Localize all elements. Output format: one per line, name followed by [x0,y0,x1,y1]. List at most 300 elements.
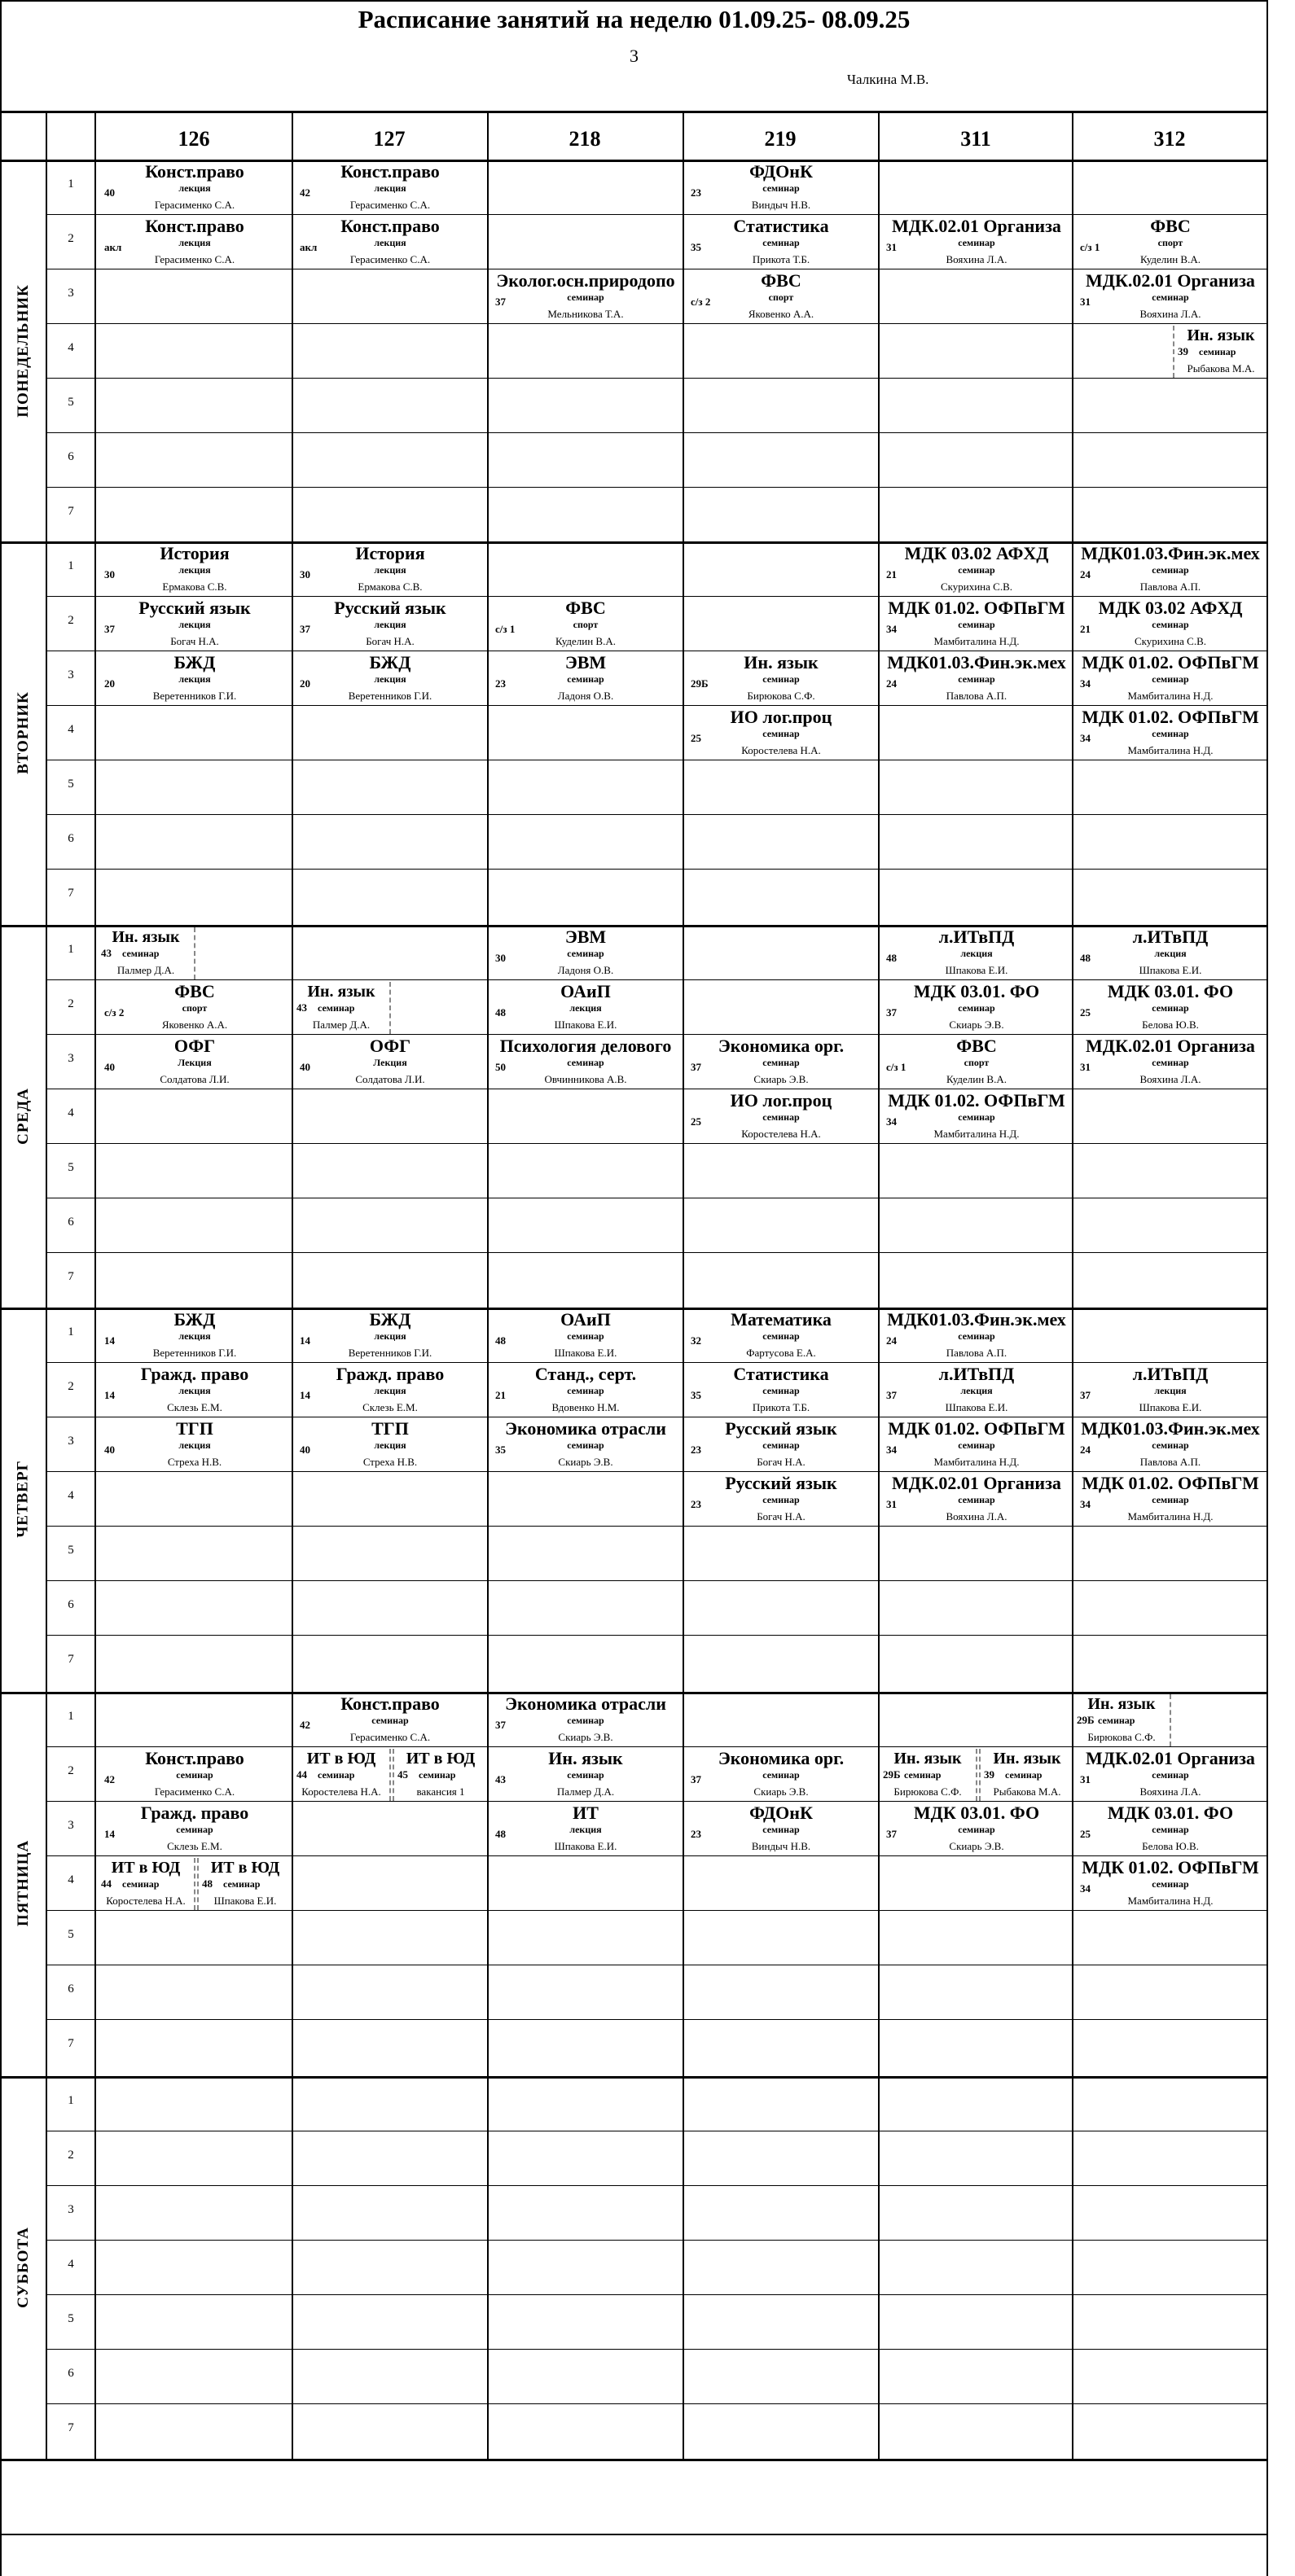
lesson-cell[interactable] [293,1310,487,1362]
lesson-subject: ТГП [176,1419,213,1439]
lesson-cell[interactable] [684,217,878,269]
period-number: 5 [68,778,74,791]
lesson-cell[interactable] [293,598,487,651]
lesson-subject: ИТ в ЮД [111,1859,181,1877]
lesson-teacher: Бирюкова С.Ф. [893,1785,962,1798]
period-number: 5 [68,1928,74,1941]
lesson-cell[interactable] [1073,1365,1267,1417]
lesson-teacher: Палмер Д.А. [312,1019,371,1031]
lesson-teacher: Склезь Е.М. [362,1401,418,1413]
period-number: 6 [68,1598,74,1611]
lesson-room: 34 [1080,677,1091,690]
lesson-teacher: Герасименко С.А. [154,199,235,211]
lesson-room: 34 [1080,1882,1091,1895]
period-number: 2 [68,232,74,245]
lesson-subject: МДК 03.02 АФХД [904,544,1049,563]
lesson-cell[interactable] [393,1749,487,1801]
lesson-cell[interactable] [98,1365,292,1417]
lesson-room: 48 [886,952,897,964]
lesson-cell[interactable] [1073,1749,1267,1801]
lesson-subject: Конст.право [340,1694,440,1714]
lesson-room: 29Б [691,677,709,690]
lesson-teacher: Скиарь Э.В. [558,1731,613,1743]
lesson-cell[interactable] [684,1419,878,1471]
lesson-room: 21 [886,568,897,580]
lesson-subject: Психология делового [499,1036,672,1056]
lesson-cell[interactable] [1073,927,1267,979]
lesson-subject: Станд., серт. [534,1365,637,1384]
period-number: 7 [68,2421,74,2434]
lesson-subject: БЖД [173,653,216,672]
lesson-room: 24 [886,677,897,690]
lesson-subject: Ин. язык [112,928,180,946]
lesson-subject: МДК 01.02. ОФПвГМ [888,598,1065,618]
lesson-room: 32 [691,1334,701,1347]
lesson-type: семинар [762,673,800,685]
lesson-cell[interactable] [684,271,878,323]
lesson-teacher: Ладоня О.В. [557,690,614,702]
lesson-teacher: Белова Ю.В. [1142,1840,1199,1852]
lesson-teacher: Мамбиталина Н.Д. [1127,690,1214,702]
lesson-teacher: Белова Ю.В. [1142,1019,1199,1031]
period-number: 4 [68,1106,74,1119]
lesson-cell[interactable] [1173,326,1267,378]
period-separator [46,814,1266,815]
lesson-cell[interactable] [489,1694,683,1746]
lesson-teacher: Куделин В.А. [555,635,616,647]
lesson-cell[interactable] [98,653,292,705]
room-header: 311 [960,127,991,151]
lesson-type: семинар [1152,1878,1189,1890]
lesson-type: семинар [567,673,604,685]
lesson-room: с/з 1 [1080,241,1100,253]
page-title: Расписание занятий на неделю 01.09.25- 08.09.25 [358,5,911,33]
lesson-cell[interactable] [1073,598,1267,651]
lesson-cell[interactable] [98,1858,195,1910]
lesson-subject: ИО лог.проц [730,1091,832,1111]
lesson-subject: МДК 01.02. ОФПвГМ [1082,653,1259,672]
lesson-room: 40 [104,1061,115,1073]
period-separator [46,1580,1266,1581]
lesson-type: семинар [762,728,800,739]
lesson-room: 48 [495,1828,506,1840]
lesson-type: семинар [1152,728,1189,739]
lesson-subject: Гражд. право [140,1803,249,1823]
lesson-subject: ФВС [956,1036,997,1056]
lesson-room: 48 [495,1334,506,1347]
lesson-type: семинар [958,1494,995,1505]
lesson-room: 23 [691,1498,701,1510]
period-separator [46,2240,1266,2241]
lesson-room: 14 [300,1389,310,1401]
lesson-cell[interactable] [489,1419,683,1471]
lesson-room: 37 [495,1719,506,1731]
lesson-subject: Ин. язык [1087,1695,1156,1713]
lesson-room: 48 [495,1006,506,1019]
lesson-cell[interactable] [1073,1036,1267,1089]
lesson-teacher: Виндыч Н.В. [751,199,811,211]
lesson-cell[interactable] [293,653,487,705]
lesson-type: семинар [371,1715,409,1726]
lesson-subject: л.ИТвПД [938,927,1015,947]
lesson-type: лекция [178,564,211,576]
period-separator [46,1252,1266,1253]
lesson-type: семинар [1152,1494,1189,1505]
lesson-teacher: Склезь Е.М. [167,1401,222,1413]
lesson-subject: МДК 03.01. ФО [1107,982,1234,1001]
lesson-subject: МДК.02.01 Организа [892,1474,1061,1493]
lesson-teacher: Мамбиталина Н.Д. [933,1456,1020,1468]
period-number: 4 [68,341,74,354]
lesson-cell[interactable] [1073,217,1267,269]
lesson-cell[interactable] [684,1091,878,1143]
lesson-type: лекция [178,673,211,685]
lesson-cell[interactable] [489,1310,683,1362]
lesson-type: семинар [958,1439,995,1451]
lesson-type: семинар [958,237,995,248]
lesson-cell[interactable] [880,1091,1073,1143]
lesson-cell[interactable] [1073,1419,1267,1471]
lesson-cell[interactable] [1073,271,1267,323]
lesson-cell[interactable] [293,1036,487,1089]
lesson-room: 44 [101,1877,112,1890]
period-number: 1 [68,2094,74,2107]
lesson-room: с/з 2 [691,296,711,308]
lesson-teacher: Шпакова Е.И. [554,1840,617,1852]
lesson-cell[interactable] [489,982,683,1034]
period-separator [46,432,1266,433]
lesson-subject: л.ИТвПД [1132,1365,1209,1384]
lesson-cell[interactable] [489,1365,683,1417]
lesson-teacher: Мамбиталина Н.Д. [933,635,1020,647]
lesson-cell[interactable] [489,271,683,323]
lesson-type: семинар [567,948,604,959]
lesson-teacher: Герасименко С.А. [154,253,235,265]
period-separator [46,214,1266,215]
lesson-teacher: Герасименко С.А. [349,253,431,265]
lesson-room: 29Б [883,1768,901,1781]
lesson-cell[interactable] [880,1803,1073,1855]
day-label-text: СУББОТА [15,2226,33,2308]
lesson-teacher: Богач Н.А. [757,1456,806,1468]
lesson-cell[interactable] [880,1036,1073,1089]
lesson-room: 29Б [1077,1714,1095,1726]
lesson-room: 40 [300,1444,310,1456]
lesson-room: 23 [691,186,701,199]
lesson-teacher: Веретенников Г.И. [348,690,432,702]
lesson-room: 40 [104,186,115,199]
period-number: 4 [68,1489,74,1502]
lesson-room: 43 [495,1773,506,1785]
lesson-type: семинар [567,1769,604,1781]
lesson-cell[interactable] [293,1749,391,1801]
lesson-cell[interactable] [489,927,683,979]
lesson-type: семинар [176,1769,213,1781]
lesson-teacher: Склезь Е.М. [167,1840,222,1852]
lesson-cell[interactable] [98,1803,292,1855]
lesson-subject: ФВС [174,982,215,1001]
lesson-subject: МДК 01.02. ОФПвГМ [1082,1858,1259,1877]
lesson-cell[interactable] [1073,1474,1267,1526]
lesson-teacher: вакансия 1 [416,1785,465,1798]
lesson-cell[interactable] [197,1858,292,1910]
lesson-type: семинар [958,564,995,576]
lesson-teacher: Герасименко С.А. [349,199,431,211]
lesson-teacher: Богач Н.А. [366,635,415,647]
room-header: 312 [1153,127,1186,151]
lesson-cell[interactable] [98,598,292,651]
lesson-subject: ФВС [565,598,606,618]
lesson-cell[interactable] [880,1749,977,1801]
lesson-teacher: Богач Н.А. [757,1510,806,1522]
lesson-cell[interactable] [1073,1803,1267,1855]
period-number: 3 [68,1819,74,1832]
lesson-type: семинар [567,1385,604,1396]
lesson-subject: МДК01.03.Фин.эк.мех [1081,544,1260,563]
lesson-teacher: Мамбиталина Н.Д. [1127,1895,1214,1907]
lesson-subject: Конст.право [145,162,244,182]
lesson-teacher: Прикота Т.Б. [752,253,810,265]
lesson-cell[interactable] [1073,653,1267,705]
lesson-cell[interactable] [880,544,1073,596]
lesson-room: 31 [886,241,897,253]
lesson-cell[interactable] [880,982,1073,1034]
lesson-type: семинар [1005,1769,1043,1781]
lesson-type: лекция [374,1385,406,1396]
lesson-cell[interactable] [880,927,1073,979]
lesson-room: 31 [1080,296,1091,308]
lesson-subject: ЭВМ [564,927,607,947]
lesson-cell[interactable] [293,162,487,214]
lesson-subject: Русский язык [725,1419,837,1439]
lesson-type: семинар [958,673,995,685]
lesson-teacher: Скурихина С.В. [1134,635,1207,647]
lesson-teacher: Вдовенко Н.М. [551,1401,620,1413]
lesson-cell[interactable] [98,982,292,1034]
lesson-teacher: Ермакова С.В. [358,580,423,593]
day-label [2,1308,46,1689]
day-label [2,925,46,1307]
lesson-room: 25 [1080,1828,1091,1840]
lesson-cell[interactable] [684,1803,878,1855]
lesson-subject: ИТ в ЮД [306,1750,376,1768]
lesson-cell[interactable] [880,653,1073,705]
lesson-type: спорт [573,619,599,630]
lesson-teacher: Шпакова Е.И. [1139,964,1202,976]
lesson-cell[interactable] [293,1419,487,1471]
lesson-subject: Экономика отрасли [505,1694,666,1714]
period-number: 2 [68,2149,74,2162]
lesson-teacher: Шпакова Е.И. [945,964,1008,976]
room-header: 126 [178,127,210,151]
lesson-subject: ФДОнК [749,1803,813,1823]
lesson-type: лекция [374,619,406,630]
period-separator [46,979,1266,980]
lesson-type: лекция [178,1385,211,1396]
lesson-type: лекция [178,182,211,194]
lesson-type: семинар [762,1111,800,1123]
lesson-cell[interactable] [880,1474,1073,1526]
lesson-type: семинар [567,1715,604,1726]
lesson-cell[interactable] [489,653,683,705]
lesson-room: 44 [296,1768,307,1781]
lesson-cell[interactable] [684,708,878,760]
lesson-room: 40 [300,1061,310,1073]
lesson-subject: Ин. язык [1187,326,1255,344]
lesson-cell[interactable] [293,544,487,596]
lesson-teacher: Павлова А.П. [1139,580,1201,593]
lesson-teacher: Мельникова Т.А. [547,308,624,320]
day-label [2,2076,46,2458]
lesson-subject: История [355,544,425,563]
lesson-cell[interactable] [684,1310,878,1362]
lesson-cell[interactable] [880,1310,1073,1362]
lesson-type: лекция [1154,1385,1187,1396]
lesson-subject: ИТ [573,1803,599,1823]
lesson-room: 34 [886,1444,897,1456]
lesson-cell[interactable] [1073,982,1267,1034]
lesson-room: 34 [886,623,897,635]
lesson-type: семинар [958,1002,995,1014]
lesson-type: лекция [374,673,406,685]
lesson-room: 35 [495,1444,506,1456]
lesson-teacher: Шпакова Е.И. [554,1347,617,1359]
period-separator [46,2019,1266,2020]
period-number: 3 [68,668,74,681]
lesson-room: 14 [300,1334,310,1347]
lesson-subject: Русский язык [725,1474,837,1493]
lesson-teacher: Коростелева Н.А. [741,1128,821,1140]
lesson-cell[interactable] [98,927,195,979]
lesson-subject: Конст.право [145,1749,244,1768]
lesson-room: 45 [397,1768,408,1781]
lesson-cell[interactable] [293,1694,487,1746]
lesson-subject: Экономика орг. [718,1749,845,1768]
lesson-teacher: Коростелева Н.А. [301,1785,381,1798]
lesson-cell[interactable] [489,598,683,651]
lesson-cell[interactable] [293,982,391,1034]
lesson-teacher: Мамбиталина Н.Д. [1127,1510,1214,1522]
lesson-cell[interactable] [684,1474,878,1526]
page-bottom-rule [2,2534,1266,2535]
lesson-room: 21 [1080,623,1091,635]
lesson-cell[interactable] [684,653,878,705]
period-separator [46,1910,1266,1911]
grid-vertical [292,111,293,2459]
lesson-room: 37 [691,1773,701,1785]
lesson-teacher: Скиарь Э.В. [949,1019,1004,1031]
lesson-cell[interactable] [880,217,1073,269]
period-number: 6 [68,1216,74,1229]
lesson-cell[interactable] [1073,708,1267,760]
lesson-teacher: Прикота Т.Б. [752,1401,810,1413]
lesson-subject: Статистика [733,1365,829,1384]
period-number: 1 [68,943,74,956]
lesson-type: лекция [1154,948,1187,959]
period-number: 7 [68,1653,74,1666]
lesson-cell[interactable] [880,1365,1073,1417]
day-label [2,160,46,541]
lesson-cell[interactable] [98,544,292,596]
lesson-room: 37 [495,296,506,308]
period-number: 2 [68,1380,74,1393]
lesson-subject: Гражд. право [140,1365,249,1384]
lesson-cell[interactable] [1073,1858,1267,1910]
lesson-cell[interactable] [489,1749,683,1801]
lesson-room: 39 [984,1768,994,1781]
period-number: 3 [68,2203,74,2216]
lesson-cell[interactable] [98,1749,292,1801]
lesson-subject: МДК.02.01 Организа [892,217,1061,236]
lesson-cell[interactable] [293,217,487,269]
period-separator [46,2349,1266,2350]
lesson-subject: МДК.02.01 Организа [1086,1036,1255,1056]
lesson-type: семинар [904,1769,942,1781]
lesson-cell[interactable] [684,1036,878,1089]
lesson-cell[interactable] [1073,544,1267,596]
lesson-subject: Ин. язык [548,1749,623,1768]
lesson-cell[interactable] [489,1036,683,1089]
lesson-type: семинар [762,237,800,248]
lesson-type: спорт [964,1057,990,1068]
lesson-cell[interactable] [98,162,292,214]
period-number: 5 [68,396,74,409]
period-separator [46,1746,1266,1747]
lesson-cell[interactable] [684,1365,878,1417]
lesson-type: семинар [1098,1715,1135,1726]
lesson-room: 37 [886,1006,897,1019]
lesson-cell[interactable] [979,1749,1073,1801]
lesson-cell[interactable] [684,162,878,214]
lesson-cell[interactable] [98,1419,292,1471]
lesson-cell[interactable] [880,1419,1073,1471]
lesson-cell[interactable] [489,1803,683,1855]
lesson-cell[interactable] [684,1749,878,1801]
lesson-room: с/з 1 [886,1061,906,1073]
lesson-cell[interactable] [880,598,1073,651]
lesson-type: семинар [176,1824,213,1835]
lesson-subject: МДК 01.02. ОФПвГМ [888,1091,1065,1111]
lesson-teacher: Солдатова Л.И. [355,1073,425,1085]
lesson-type: лекция [178,237,211,248]
lesson-teacher: Павлова А.П. [946,1347,1007,1359]
period-separator [46,869,1266,870]
lesson-teacher: Куделин В.А. [946,1073,1007,1085]
room-header: 127 [373,127,406,151]
lesson-cell[interactable] [1073,1694,1171,1746]
lesson-subject: л.ИТвПД [1132,927,1209,947]
lesson-room: 35 [691,241,701,253]
lesson-subject: Конст.право [340,162,440,182]
lesson-teacher: Шпакова Е.И. [554,1019,617,1031]
lesson-room: 37 [886,1389,897,1401]
lesson-cell[interactable] [98,1310,292,1362]
lesson-subject: МДК 03.01. ФО [913,1803,1040,1823]
lesson-cell[interactable] [293,1365,487,1417]
period-number: 6 [68,1982,74,1996]
period-separator [46,1471,1266,1472]
lesson-subject: ИТ в ЮД [210,1859,280,1877]
lesson-cell[interactable] [98,217,292,269]
lesson-teacher: Солдатова Л.И. [160,1073,230,1085]
lesson-cell[interactable] [98,1036,292,1089]
lesson-teacher: Павлова А.П. [1139,1456,1201,1468]
period-separator [46,378,1266,379]
lesson-teacher: Герасименко С.А. [349,1731,431,1743]
lesson-type: семинар [567,1439,604,1451]
lesson-type: семинар [762,1385,800,1396]
lesson-type: лекция [569,1002,602,1014]
